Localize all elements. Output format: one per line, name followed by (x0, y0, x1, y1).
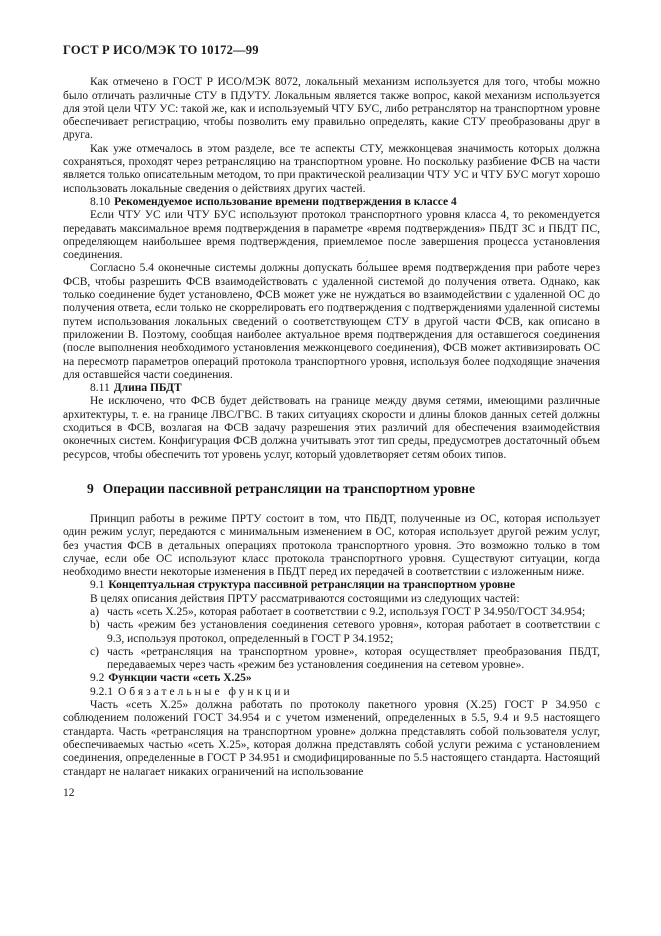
list-item-text: часть «режим без установления соединения сетевого уровня», которая работает в соответствии с 9.3, используя протокол, определенный в ГОСТ Р 34.1952; (107, 619, 600, 645)
heading-title: Концептуальная структура пассивной ретрансляции на транспортном уровне (108, 579, 516, 592)
heading-title: Длина ПБДТ (113, 382, 182, 395)
heading-number: 8.11 (90, 382, 110, 395)
paragraph: Согласно 5.4 оконечные системы должны допускать бо́льшее время подтверждения при работе через ФСВ, чтобы разрешить ФСВ взаимодействовать с удаленной системой до получения ответа. Однако, как только соединение будет установлено, ФСВ может уже не нуждаться во взаимодействии с удаленной ОС до получения ответа, если только не скоррелировать его подтверждения с подтверждениями удаленной системы путем использования локальных сведений о соответствующем СТУ в другой части ФСВ, как описано в приложении В. Поэтому, сообщая наиболее актуальное время подтверждения для оставшегося соединения (после выполнения необходимого установления межконцевого соединения), ФСВ может активизировать ОС на пересмотр параметров операций протокола транспортного уровня, используя более подходящие значения для оставшейся части соединения. (63, 262, 600, 381)
paragraph: Как отмечено в ГОСТ Р ИСО/МЭК 8072, локальный механизм используется для того, чтобы можно было отличать различные СТУ в ПДУТУ. Локальным является также вопрос, какой механизм используется для этой цели ЧТУ УС: такой же, как и используемый ЧТУ БУС, либо ретранслятор на транспортном уровне обеспечивает регистрацию, чтобы позволить ему правильно определять, какие СТУ преобразованы друг в друга. (63, 76, 600, 142)
list-item-text: часть «сеть Х.25», которая работает в соответствии с 9.2, используя ГОСТ Р 34.950/ГОСТ 34.954; (107, 605, 586, 618)
heading-title: Функции части «сеть Х.25» (108, 672, 252, 685)
heading-number: 8.10 (90, 195, 111, 208)
paragraph: Принцип работы в режиме ПРТУ состоит в том, что ПБДТ, полученные из ОС, которая использует один режим услуг, передаются с минимальным изменением в ОС, которая использует другой режим услуг, без участия ФСВ в детальных операциях протокола транспортного уровня. Это возможно только в том случае, если обе ОС используют класс протокола транспортного уровня. Существуют ситуации, когда необходимо внести некоторые изменения в ПБДТ перед их передачей в соответствии с изложенным ниже. (63, 512, 600, 579)
list-item-label: a) (90, 605, 99, 618)
document-header: ГОСТ Р ИСО/МЭК ТО 10172—99 (63, 43, 259, 57)
page-number: 12 (63, 786, 75, 799)
list-item-label: b) (90, 619, 100, 632)
heading-number: 9.2.1 (90, 685, 113, 698)
heading-title: Рекомендуемое использование времени подтверждения в классе 4 (114, 195, 457, 208)
paragraph: Как уже отмечалось в этом разделе, все те аспекты СТУ, межконцевая значимость которых должна сохраняться, проходят через ретрансляцию на транспортном уровне. Но поскольку разбиение ФСВ на части является только описательным методом, то при практической реализации ЧТУ УС и ЧТУ БУС могут хорошо использовать локальные сведения о действиях других частей. (63, 142, 600, 195)
list-item-text: часть «ретрансляция на транспортном уровне», которая осуществляет преобразования ПБДТ, передаваемых через часть «режим без установления соединения на сетевом уровне». (107, 645, 600, 672)
heading-8-10 (63, 196, 600, 209)
list-item-label: c) (90, 645, 99, 658)
section-title-text: Операции пассивной ретрансляции на транспортном уровне (102, 480, 475, 496)
heading-9-2-1 (63, 686, 600, 699)
section-number: 9 (87, 480, 94, 496)
list-item-c (63, 646, 600, 673)
heading-9-1 (63, 579, 600, 592)
paragraph: Часть «сеть Х.25» должна работать по протоколу пакетного уровня (Х.25) ГОСТ Р 34.950 с соблюдением положений ГОСТ 34.954 и с учетом изменений, определенных в 5.5, 9.4 и 9.5 настоящего стандарта. Часть «ретрансляция на транспортном уровне» должна представлять собой пользователя услуг, обеспечиваемых частью «сеть Х.25», которая должна представлять собой услуги режима с установлением соединения, определенные в ГОСТ Р 34.951 и смодифицированные по 5.5 настоящего стандарта. Настоящий стандарт не налагает никаких ограничений на использование (63, 699, 600, 778)
heading-number: 9.2 (90, 672, 105, 685)
heading-9-2 (63, 672, 600, 685)
paragraph: Если ЧТУ УС или ЧТУ БУС используют протокол транспортного уровня класса 4, то рекомендуется передавать максимальное время подтверждения в параметре «время подтверждения» ПБДТ ЗС и ПБДТ ПС, определяющем наибольшее время подтверждения, приемлемое после завершения процесса установления соединения. (63, 209, 600, 262)
heading-8-11 (63, 382, 600, 395)
paragraph: В целях описания действия ПРТУ рассматриваются состоящими из следующих частей: (90, 592, 520, 605)
list-item-b (63, 619, 600, 646)
section-9-title (63, 481, 600, 497)
paragraph: Не исключено, что ФСВ будет действовать на границе между двумя сетями, имеющими различные архитектуры, т. е. на границе ЛВС/ГВС. В таких ситуациях скорости и длины блоков данных сетей должны сходиться в ФСВ, возлагая на ФСВ задачу разрешения этих различий для обеспечения взаимодействия оконечных систем. Конфигурация ФСВ должна учитывать этот тип среды, предусмотрев достаточный объем ресурсов, чтобы обеспечить тот уровень услуг, который удовлетворяет сетям обоих типов. (63, 395, 600, 461)
heading-number: 9.1 (90, 579, 105, 592)
heading-title: Обязательные функции (118, 685, 293, 698)
list-item-a (63, 606, 600, 619)
